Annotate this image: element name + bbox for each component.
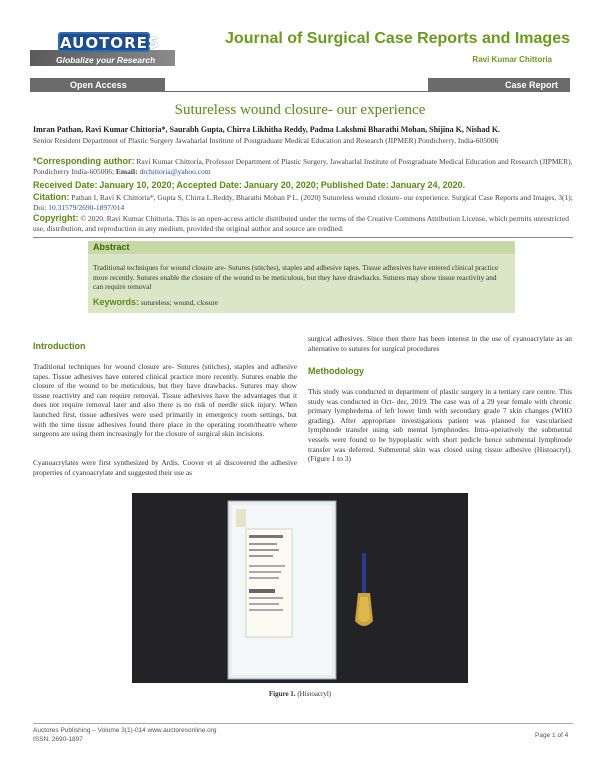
received-label: Received Date: [33, 180, 98, 190]
abstract-text: Traditional techniques for wound closure are- Sutures (stitches), staples and adhesive tapes. Tissue adhesives have entered clinical practice more recently. Sutures enable the closure of the wound to be meticulous, but they have drawbacks. Sutures may show tissue reactivity and can require removal [93, 263, 499, 292]
copyright-label: Copyright: [33, 213, 79, 223]
doi-link[interactable]: 10.31579/2690-1897/014 [48, 202, 125, 212]
journal-author: Ravi Kumar Chittoria [472, 55, 552, 64]
footer-publisher: Auctores Publishing – Volume 3(1)-014 www.auctoresonline.org [33, 727, 217, 734]
article-title: Sutureless wound closure- our experience [174, 102, 426, 118]
introduction-p2: Cyanoacrylates were first synthesized by Ardis. Coover et al discovered the adhesive properties of cyanoacrylate and suggested their use as [33, 458, 297, 477]
corresponding-author [33, 157, 573, 176]
abstract-box [88, 241, 515, 313]
corresponding-label: *Corresponding author: [33, 156, 135, 166]
author-list: Imran Pathan, Ravi Kumar Chittoria*, Saurabh Gupta, Chirra Likhitha Reddy, Padma Lakshmi Bharathi Mohan, Shijina K, Nishad K. [33, 125, 501, 134]
histoacryl-photo-illustration [132, 493, 468, 683]
article-type-badge: Case Report [428, 78, 570, 92]
header-divider [30, 91, 570, 92]
journal-title: Journal of Surgical Case Reports and Images [225, 30, 570, 47]
citation-label: Citation: [33, 192, 70, 202]
accepted-label: Accepted Date: [176, 180, 242, 190]
figure-histoacryl-photo [132, 493, 468, 683]
keywords-text: sutureless; wound, closure [140, 298, 219, 307]
figure-caption-text: (Histoacryl) [297, 690, 332, 698]
introduction-p3: surgical adhesives. Since then there has been interest in the use of cyanoacrylate as an alternative to sutures for surgical procedures [308, 334, 572, 353]
affiliation: Senior Resident Department of Plastic Surgery Jawaharlal Institute of Postgraduate Medical Education and Research (JIPMER) Pondicherry, India-605006 [33, 136, 499, 145]
email-link[interactable]: drchittoria@yahoo.com [139, 166, 211, 176]
dates-line [33, 181, 573, 191]
published-label: Published Date: [320, 180, 389, 190]
keywords [93, 297, 218, 307]
copyright [33, 214, 573, 233]
publisher-logo[interactable]: AUOTORES [60, 34, 160, 52]
accepted-date: January 20, 2020; [243, 180, 319, 190]
received-date: January 10, 2020; [99, 180, 175, 190]
published-date: January 24, 2020. [390, 180, 466, 190]
abstract-heading: Abstract [88, 241, 515, 254]
introduction-heading: Introduction [33, 341, 86, 351]
footer-divider [33, 723, 573, 724]
citation-text: Pathan I, Ravi K Chittoria*, Gupta S, Chirra L.Reddy, Bharathi Mohan P L. (2020) Sutureless wound closure- our experience. Surgical Case Reports and Images, 3(1); Doi: [33, 193, 573, 212]
page-number: Page 1 of 4 [535, 732, 569, 739]
open-access-badge: Open Access [30, 78, 165, 92]
methodology-text: This study was conducted in department of plastic surgery in a tertiary care centre. This study was conducted in Oct- dec, 2019. The case was of a 29 year female with chronic primary lymphedema of left lower limb with secondary grade 7 skin changes (WHO grading). After appropriate investigations patient was planned for vascularised lymphnode transfer using sub mental lymphnodes. Intra-operatively the submental vessels were found to be hypoplastic with short pedicle hence submental lymphnode transfer was deferred. Submental skin was closed using tissue adhesive (Histoacryl). (Figure 1 to 3) [308, 387, 572, 464]
citation [33, 193, 573, 212]
footer-issn: ISSN: 2690-1897 [33, 736, 83, 743]
email-label: Email: [115, 166, 138, 176]
publisher-tagline: Globalize your Research [56, 55, 156, 65]
divider [33, 237, 573, 238]
copyright-text: © 2020. Ravi Kumar Chittoria. This is an open-access article distributed under the terms of the Creative Commons Attribution License, which permits unrestricted use, distribution, and reproduction in any medium, provided the original author and source are credited. [33, 214, 569, 233]
figure-caption-label: Figure 1. [268, 690, 296, 698]
corresponding-text: Ravi Kumar Chittoria, Professor Department of Plastic Surgery, Jawaharlal Institute of Postgraduate Medical Education and Research (JIPMER), Pondicherry India-605006; [33, 157, 573, 176]
methodology-heading: Methodology [308, 366, 364, 376]
introduction-p1: Traditional techniques for wound closure are- Sutures (stitches), staples and adhesive tapes. Tissue adhesives have entered clinical practice more recently. Sutures enable the closure of the wound to be meticulous, but they have drawbacks. Sutures may show tissue reactivity and can require removal. Tissue adhesives have the advantages that it does not require removal later and also there is no risk of needle stick injury. When launched first, tissue adhesives were used primarily in emergency room settings, but with the time tissue adhesives found there place in the operating room/theatre where surgeons are using them increasingly for the closure of surgical skin incisions. [33, 362, 297, 439]
figure-caption [0, 690, 600, 698]
keywords-label: Keywords: [93, 297, 140, 307]
